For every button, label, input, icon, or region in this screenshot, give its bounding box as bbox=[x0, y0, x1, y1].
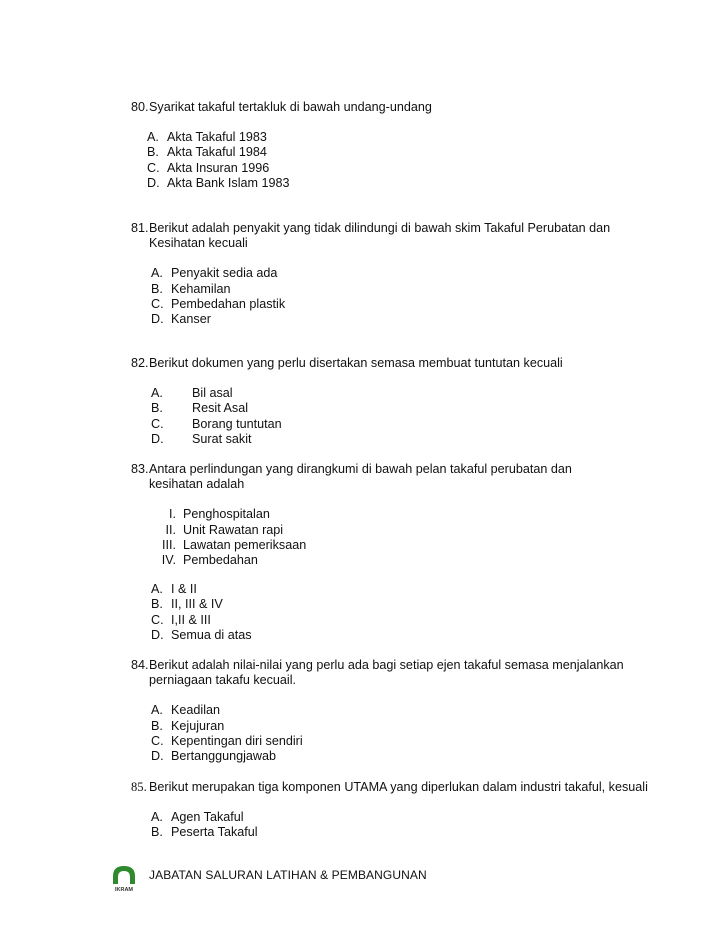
option-a bbox=[131, 130, 649, 145]
option-label: B. bbox=[151, 401, 163, 416]
option-text: Bertanggungjawab bbox=[171, 748, 277, 763]
option-label: A. bbox=[151, 386, 163, 401]
question-number: 83. bbox=[131, 462, 149, 476]
option-text: I & II bbox=[171, 582, 197, 597]
option-label: B. bbox=[147, 145, 159, 160]
option-c bbox=[131, 734, 649, 749]
options-list bbox=[131, 582, 649, 643]
options-list bbox=[131, 130, 649, 191]
option-a bbox=[131, 810, 649, 825]
option-text: Surat sakit bbox=[192, 431, 252, 446]
option-text: Penyakit sedia ada bbox=[171, 266, 278, 281]
statement-label: II. bbox=[165, 522, 176, 537]
option-text: Akta Takaful 1984 bbox=[167, 145, 267, 160]
option-label: D. bbox=[151, 431, 164, 446]
option-d bbox=[131, 628, 649, 643]
question-number: 81. bbox=[131, 221, 149, 235]
option-text: Borang tuntutan bbox=[192, 416, 282, 431]
option-label: C. bbox=[151, 416, 164, 431]
option-c bbox=[131, 161, 649, 176]
option-label: D. bbox=[151, 627, 164, 642]
option-c bbox=[131, 613, 649, 628]
option-b bbox=[131, 401, 649, 416]
statement-i bbox=[131, 507, 649, 522]
question-82 bbox=[131, 356, 649, 447]
option-text: Akta Insuran 1996 bbox=[167, 160, 270, 175]
question-text: Berikut adalah penyakit yang tidak dilindungi di bawah skim Takaful Perubatan dan Kesihatan kecuali bbox=[149, 221, 611, 251]
option-b bbox=[131, 719, 649, 734]
option-text: Keadilan bbox=[171, 703, 221, 718]
statement-text: Lawatan pemeriksaan bbox=[183, 537, 307, 552]
question-85 bbox=[131, 780, 649, 841]
option-d bbox=[131, 176, 649, 191]
option-a bbox=[131, 703, 649, 718]
statement-text: Penghospitalan bbox=[183, 507, 270, 522]
option-label: C. bbox=[147, 160, 160, 175]
question-text: Antara perlindungan yang dirangkumi di bawah pelan takaful perubatan dan kesihatan adalah bbox=[149, 462, 572, 492]
option-label: D. bbox=[151, 311, 164, 326]
question-text: Berikut adalah nilai-nilai yang perlu ada bagi setiap ejen takaful semasa menjalankan perniagaan takafu kecuail. bbox=[149, 658, 624, 688]
statement-ii bbox=[131, 523, 649, 538]
statement-text: Pembedahan bbox=[183, 552, 258, 567]
options-list bbox=[131, 703, 649, 764]
option-label: A. bbox=[151, 266, 163, 281]
option-text: Bil asal bbox=[192, 386, 233, 401]
option-label: C. bbox=[151, 612, 164, 627]
option-label: B. bbox=[151, 825, 163, 840]
option-d bbox=[131, 312, 649, 327]
option-c bbox=[131, 417, 649, 432]
question-text: Syarikat takaful tertakluk di bawah undang-undang bbox=[149, 100, 432, 114]
option-text: Agen Takaful bbox=[171, 810, 244, 825]
question-80 bbox=[131, 100, 649, 191]
page-footer bbox=[108, 862, 668, 892]
option-text: II, III & IV bbox=[171, 597, 223, 612]
option-text: Resit Asal bbox=[192, 401, 248, 416]
question-83 bbox=[131, 462, 649, 643]
option-label: C. bbox=[151, 296, 164, 311]
option-label: B. bbox=[151, 718, 163, 733]
option-b bbox=[131, 825, 649, 840]
statement-iv bbox=[131, 553, 649, 568]
option-text: Kejujuran bbox=[171, 718, 225, 733]
option-label: A. bbox=[147, 130, 159, 145]
options-list bbox=[131, 386, 649, 447]
option-label: B. bbox=[151, 281, 163, 296]
question-number: 82. bbox=[131, 356, 149, 370]
option-b bbox=[131, 282, 649, 297]
option-label: A. bbox=[151, 582, 163, 597]
option-d bbox=[131, 432, 649, 447]
option-b bbox=[131, 145, 649, 160]
footer-department: JABATAN SALURAN LATIHAN & PEMBANGUNAN bbox=[149, 868, 427, 882]
option-text: Akta Bank Islam 1983 bbox=[167, 175, 290, 190]
option-c bbox=[131, 297, 649, 312]
option-text: Peserta Takaful bbox=[171, 825, 258, 840]
option-text: Kehamilan bbox=[171, 281, 231, 296]
option-label: A. bbox=[151, 810, 163, 825]
option-a bbox=[131, 582, 649, 597]
option-label: A. bbox=[151, 703, 163, 718]
ikram-logo bbox=[108, 864, 140, 892]
statement-text: Unit Rawatan rapi bbox=[183, 522, 284, 537]
option-label: C. bbox=[151, 733, 164, 748]
option-label: B. bbox=[151, 597, 163, 612]
option-text: Akta Takaful 1983 bbox=[167, 130, 267, 145]
statement-iii bbox=[131, 538, 649, 553]
options-list bbox=[131, 266, 649, 327]
option-label: D. bbox=[151, 748, 164, 763]
statement-label: III. bbox=[162, 537, 176, 552]
option-text: Kepentingan diri sendiri bbox=[171, 733, 303, 748]
option-text: Pembedahan plastik bbox=[171, 296, 286, 311]
option-a bbox=[131, 386, 649, 401]
option-d bbox=[131, 749, 649, 764]
option-b bbox=[131, 597, 649, 612]
option-text: I,II & III bbox=[171, 612, 211, 627]
options-list bbox=[131, 810, 649, 840]
question-84 bbox=[131, 658, 649, 764]
option-text: Kanser bbox=[171, 311, 211, 326]
option-text: Semua di atas bbox=[171, 627, 252, 642]
question-number: 84. bbox=[131, 658, 149, 672]
question-text: Berikut dokumen yang perlu disertakan semasa membuat tuntutan kecuali bbox=[149, 356, 563, 370]
question-text: Berikut merupakan tiga komponen UTAMA yang diperlukan dalam industri takaful, kesuali bbox=[149, 780, 648, 794]
statement-label: I. bbox=[169, 507, 176, 522]
option-a bbox=[131, 266, 649, 281]
option-label: D. bbox=[147, 175, 160, 190]
logo-wordmark: IKRAM bbox=[114, 887, 134, 892]
question-81 bbox=[131, 221, 649, 327]
question-number: 85. bbox=[131, 780, 147, 794]
question-number: 80. bbox=[131, 100, 149, 114]
statements-list bbox=[131, 507, 649, 568]
statement-label: IV. bbox=[161, 552, 176, 567]
